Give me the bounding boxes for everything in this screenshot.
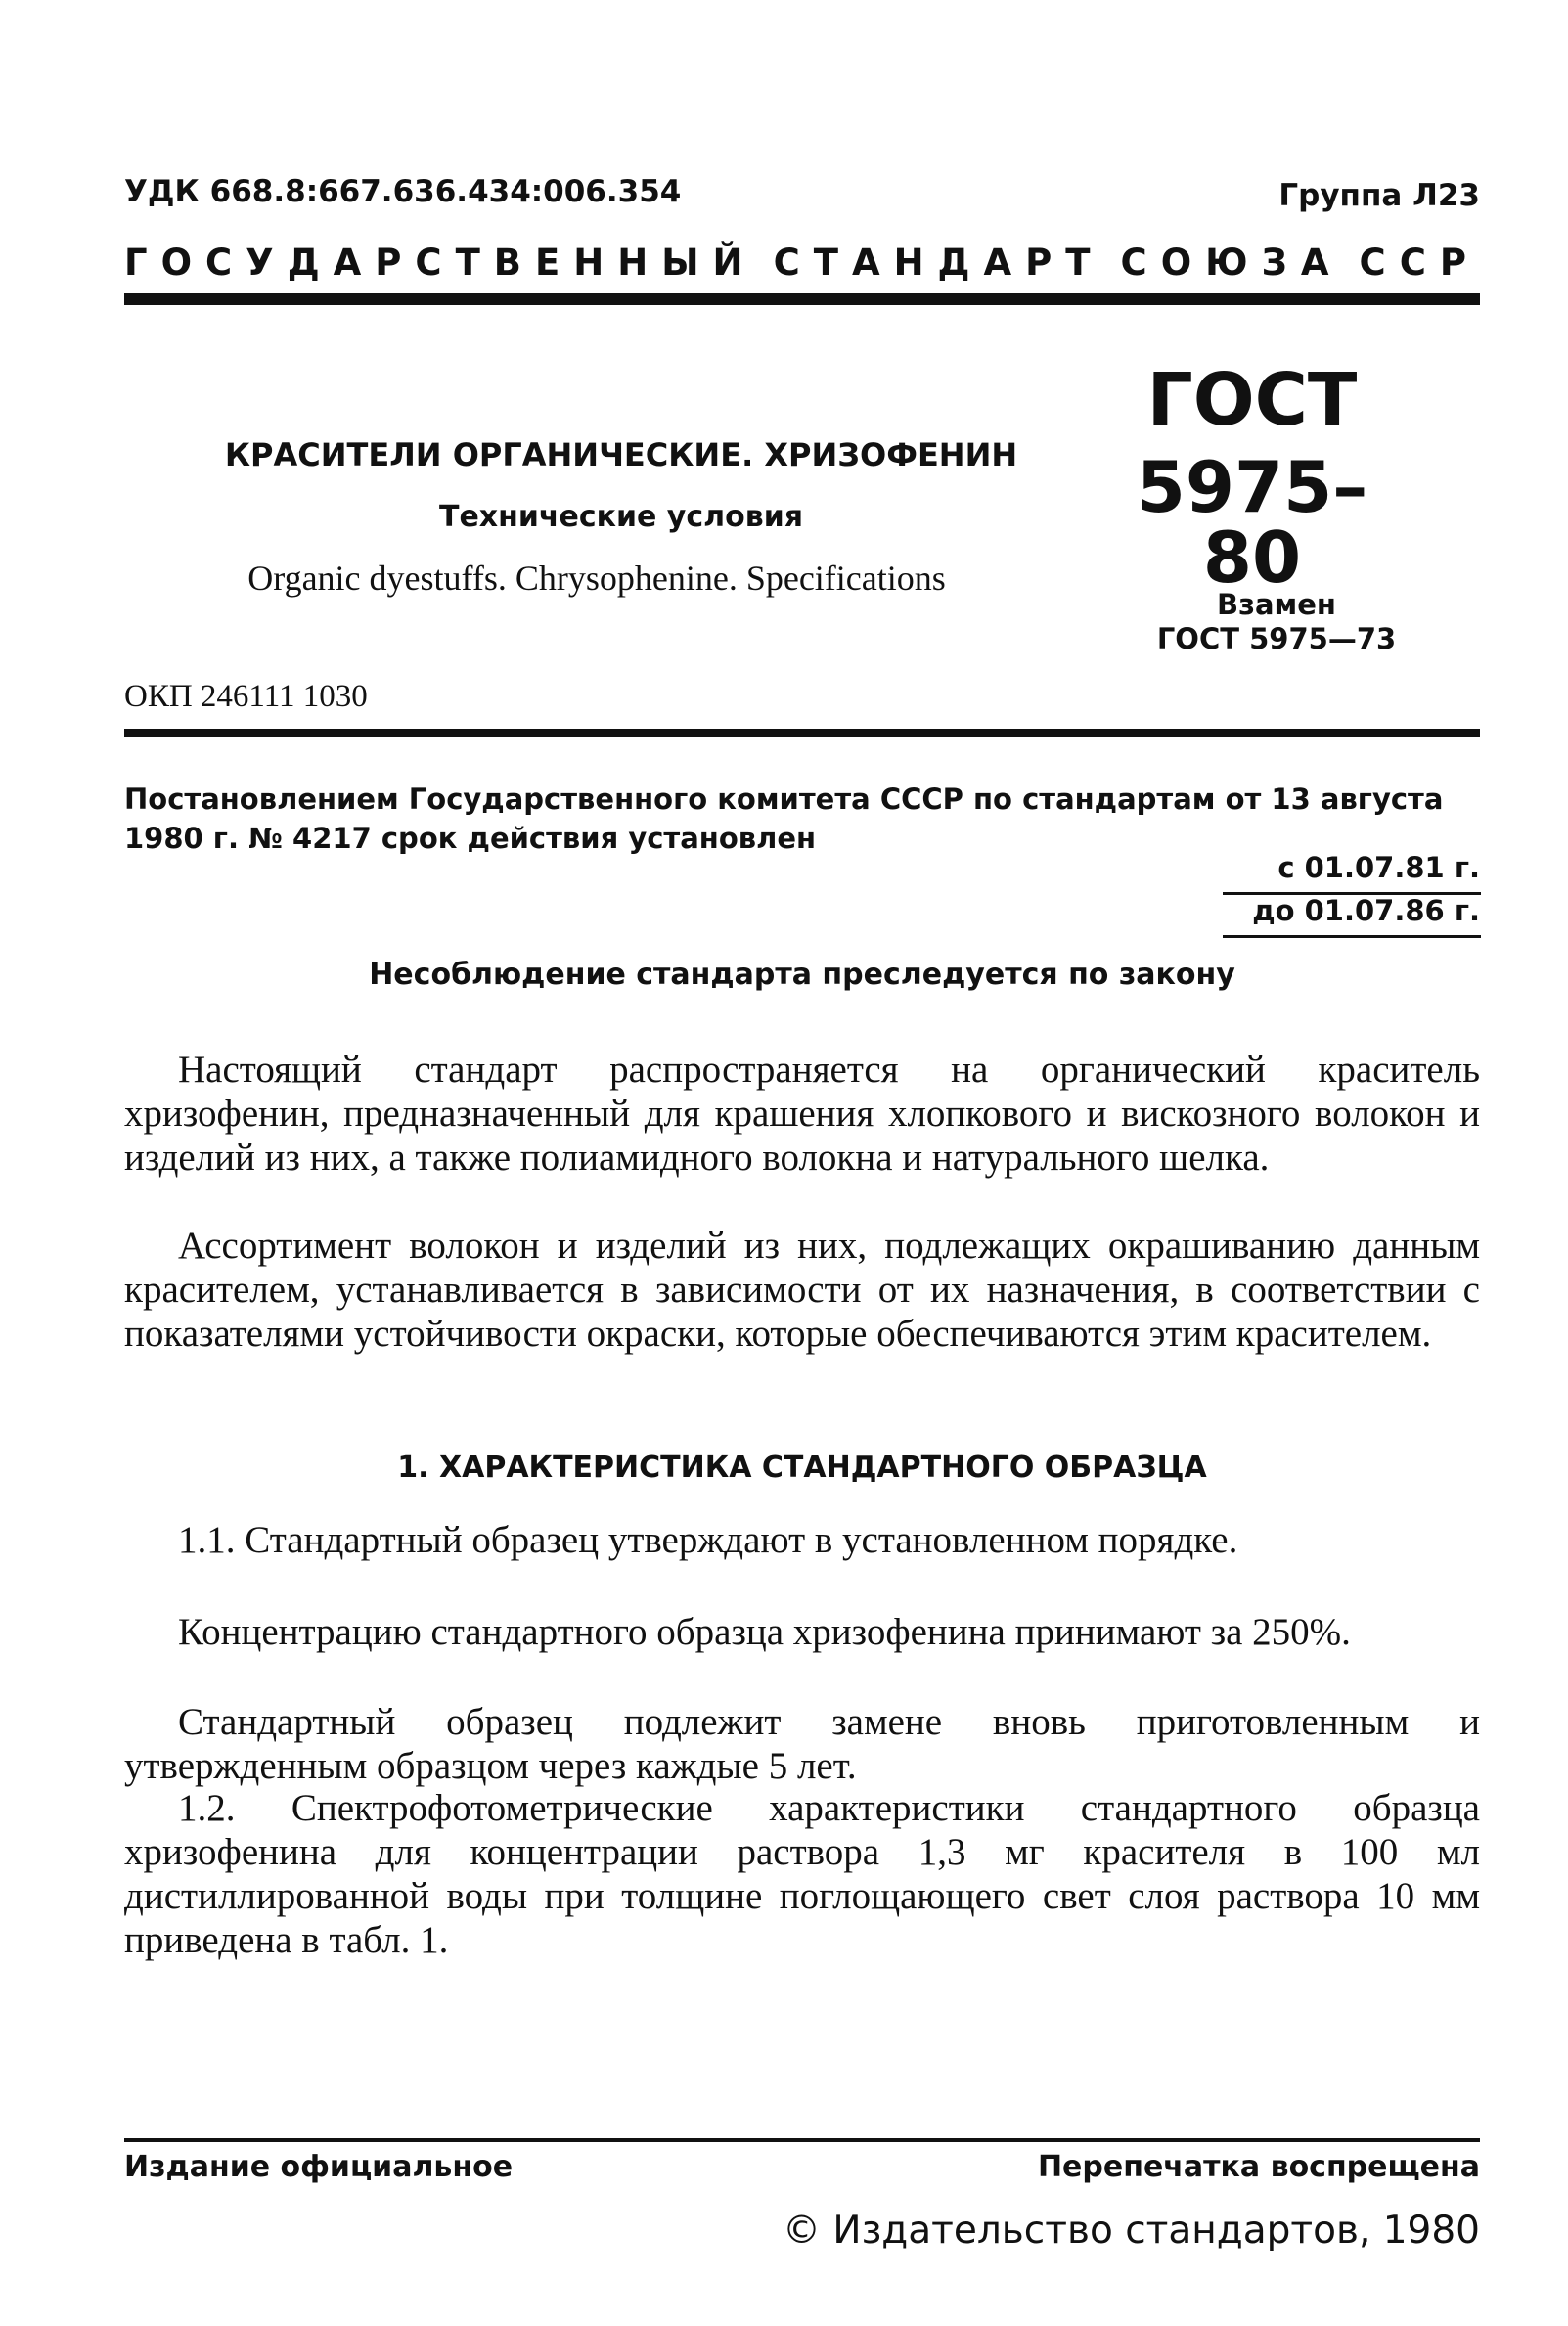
state-standard-word: СТАНДАРТ — [773, 242, 1104, 284]
english-title: Organic dyestuffs. Chrysophenine. Specifications — [247, 559, 946, 598]
section-heading: 1. ХАРАКТЕРИСТИКА СТАНДАРТНОГО ОБРАЗЦА — [397, 1451, 1207, 1485]
state-standard-word: ГОСУДАРСТВЕННЫЙ — [124, 242, 757, 284]
state-standard-word: ССР — [1359, 242, 1480, 284]
header-divider — [124, 293, 1480, 305]
reprint-notice: Перепечатка воспрещена — [1037, 2150, 1480, 2184]
validity-date-from: с 01.07.81 г. — [1277, 851, 1480, 884]
udk-code: УДК 668.8:667.636.434:006.354 — [124, 174, 682, 209]
concentration-paragraph: Концентрацию стандартного образца хризофенина принимают за 250%. — [178, 1611, 1351, 1653]
validity-date-to: до 01.07.86 г. — [1252, 894, 1480, 927]
document-title: КРАСИТЕЛИ ОРГАНИЧЕСКИЕ. ХРИЗОФЕНИН — [224, 436, 1018, 473]
footer-divider — [124, 2138, 1480, 2142]
clause-1-2: 1.2. Спектрофотометрические характеристики стандартного образца хризофенина для концентрации раствора 1,3 мг красителя в 100 мл дистиллированной воды при толщине поглощающего свет слоя раствора 10 мм приведена в табл. 1. — [124, 1787, 1480, 1961]
publisher-copyright: © Издательство стандартов, 1980 — [783, 2209, 1480, 2253]
date-underline — [1223, 935, 1481, 938]
state-standard-heading — [124, 242, 1480, 284]
assortment-paragraph: Ассортимент волокон и изделий из них, подлежащих окрашиванию данным красителем, устанавливается в зависимости от их назначения, в соответствии с показателями устойчивости окраски, которые обеспечиваются этим красителем. — [124, 1225, 1480, 1355]
replaces-value: ГОСТ 5975—73 — [1156, 622, 1397, 655]
group-code: Группа Л23 — [1278, 178, 1480, 213]
okp-code: ОКП 246111 1030 — [124, 679, 368, 714]
scope-paragraph: Настоящий стандарт распространяется на органический краситель хризофенин, предназначенный для крашения хлопкового и вискозного волокон и изделий из них, а также полиамидного волокна и натурального шелка. — [124, 1049, 1480, 1179]
legal-notice: Несоблюдение стандарта преследуется по закону — [369, 958, 1235, 992]
resolution-text: Постановлением Государственного комитета СССР по стандартам от 13 августа 1980 г. № 4217 срок действия установлен — [124, 783, 1444, 855]
edition-label: Издание официальное — [124, 2150, 514, 2184]
title-divider — [124, 729, 1480, 737]
clause-1-1: 1.1. Стандартный образец утверждают в установленном порядке. — [178, 1519, 1238, 1561]
replacement-paragraph: Стандартный образец подлежит замене вновь приготовленным и утвержденным образцом через каждые 5 лет. — [124, 1701, 1480, 1787]
replaces-label: Взамен — [1217, 588, 1336, 621]
gost-label: ГОСТ — [1146, 358, 1358, 442]
document-subtitle: Технические условия — [439, 500, 803, 534]
state-standard-word: СОЮЗА — [1120, 242, 1343, 284]
gost-number: 5975–80 — [1136, 446, 1368, 599]
